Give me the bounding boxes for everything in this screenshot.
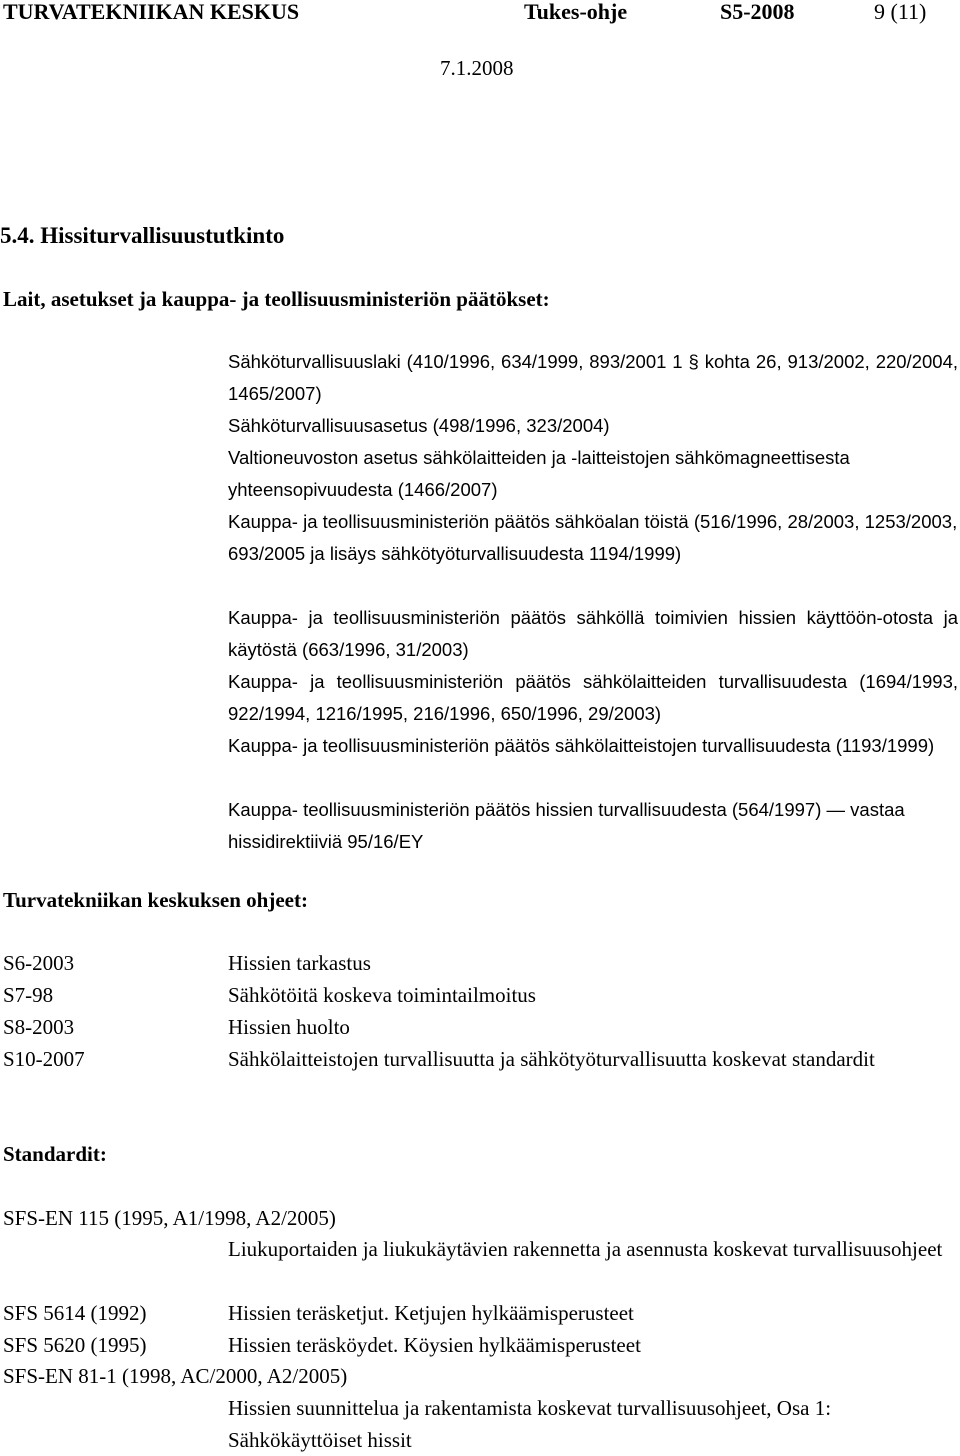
standard-desc: Hissien teräsketjut. Ketjujen hylkäämisperusteet [228,1301,634,1325]
standard-desc: Hissien teräsköydet. Köysien hylkäämisperusteet [228,1333,641,1357]
standard-desc: Liukuportaiden ja liukukäytävien rakennetta ja asennusta koskevat turvallisuusohjeet [228,1237,943,1261]
guide-code: S6-2003 [3,951,75,975]
header-organization: TURVATEKNIIKAN KESKUS [3,0,300,24]
law-item: Sähköturvallisuusasetus (498/1996, 323/2004) [228,415,610,436]
law-item: Sähköturvallisuuslaki (410/1996, 634/1999, 893/2001 1 § kohta 26, 913/2002, 220/2004, 1465/2007) [228,351,958,404]
law-item: Kauppa- ja teollisuusministeriön päätös sähköalan töistä (516/1996, 28/2003, 1253/2003, 693/2005 ja lisäys sähkötyöturvallisuudesta 1194/1999) [228,511,958,564]
guide-code: S8-2003 [3,1015,75,1039]
laws-list [228,346,958,858]
page-header [0,0,960,24]
header-doc-type: Tukes-ohje [524,0,628,24]
guide-row [3,1011,958,1043]
guide-row [3,947,958,979]
law-item: Kauppa- ja teollisuusministeriön päätös sähkölaitteiden turvallisuudesta (1694/1993, 922/1994, 1216/1995, 216/1996, 650/1996, 29/2003) [228,671,958,724]
law-item: Kauppa- teollisuusministeriön päätös hissien turvallisuudesta (564/1997) — vastaa hissidirektiiviä 95/16/EY [228,799,905,852]
law-item: Kauppa- ja teollisuusministeriön päätös sähköllä toimivien hissien käyttöön-otosta ja käytöstä (663/1996, 31/2003) [228,607,958,660]
guide-code: S7-98 [3,983,54,1007]
standards-heading: Standardit: [3,1142,107,1166]
guides-heading: Turvatekniikan keskuksen ohjeet: [3,888,308,912]
guide-row [3,1043,958,1107]
standard-code: SFS 5614 (1992) [3,1301,147,1325]
standard-code: SFS-EN 81-1 (1998, AC/2000, A2/2005) [3,1364,348,1388]
law-item: Kauppa- ja teollisuusministeriön päätös sähkölaitteistojen turvallisuudesta (1193/1999) [228,735,935,756]
standard-code: SFS-EN 115 (1995, A1/1998, A2/2005) [3,1206,336,1230]
header-date: 7.1.2008 [440,56,514,80]
guide-desc: Sähkötöitä koskeva toimintailmoitus [228,983,536,1007]
guide-code: S10-2007 [3,1047,85,1071]
guide-desc: Hissien tarkastus [228,951,371,975]
guide-desc: Sähkölaitteistojen turvallisuutta ja sähkötyöturvallisuutta koskevat standardit [228,1047,875,1071]
standard-code: SFS 5620 (1995) [3,1333,147,1357]
standard-desc: Hissien suunnittelua ja rakentamista koskevat turvallisuusohjeet, Osa 1: Sähkökäyttöiset hissit [228,1396,832,1452]
header-page-number: 9 (11) [874,0,927,24]
header-doc-number: S5-2008 [720,0,795,24]
section-title: 5.4. Hissiturvallisuustutkinto [0,223,285,248]
laws-heading: Lait, asetukset ja kauppa- ja teollisuusministeriön päätökset: [3,287,550,311]
guide-desc: Hissien huolto [228,1015,350,1039]
guide-row [3,979,958,1011]
law-item: Valtioneuvoston asetus sähkölaitteiden ja -laitteistojen sähkömagneettisesta yhteensopivuudesta (1466/2007) [228,447,850,500]
